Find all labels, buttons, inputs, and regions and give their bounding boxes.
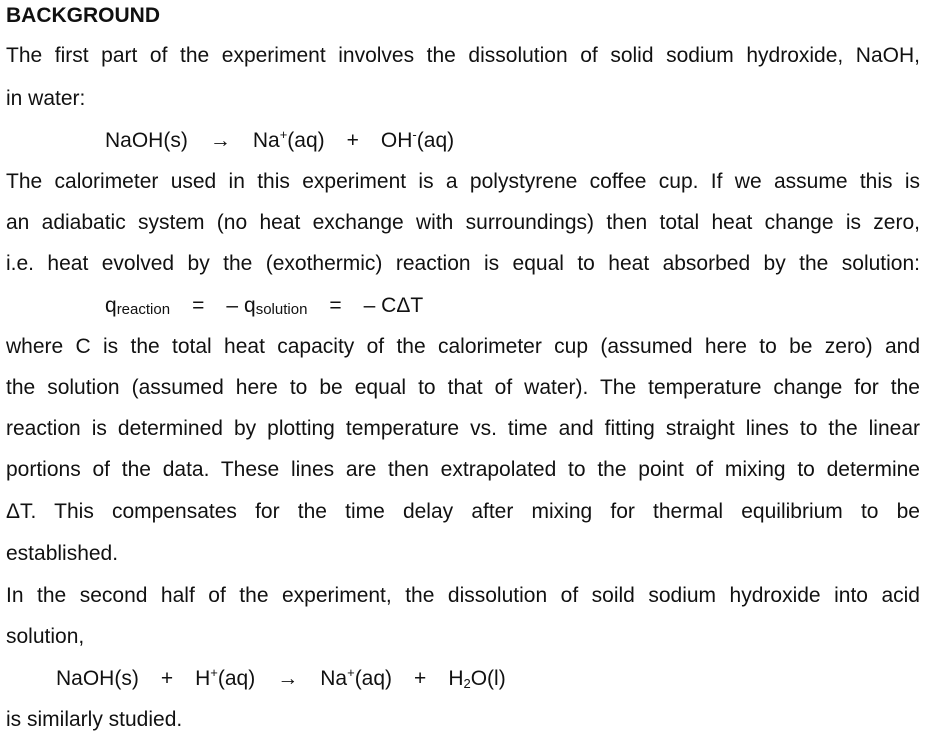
paragraph-line: an adiabatic system (no heat exchange with surroundings) then total heat change is zero, (6, 211, 920, 234)
paragraph-line: portions of the data. These lines are then extrapolated to the point of mixing to determine (6, 458, 920, 481)
eq-equals: = (192, 294, 205, 317)
paragraph-line: the solution (assumed here to be equal to that of water). The temperature change for the (6, 376, 920, 399)
paragraph-line: reaction is determined by plotting temperature vs. time and fitting straight lines to the linear (6, 417, 920, 440)
eq-product-sodium: Na+(aq) (320, 665, 393, 690)
paragraph-line: solution, (6, 625, 85, 648)
eq-plus: + (160, 667, 174, 690)
paragraph-line: In the second half of the experiment, the dissolution of soild sodium hydroxide into acid (6, 584, 920, 607)
paragraph-line: ΔT. This compensates for the time delay after mixing for thermal equilibrium to be (6, 500, 920, 523)
paragraph-line: established. (6, 542, 119, 565)
eq-rhs: – CΔT (363, 294, 424, 317)
eq-plus: + (414, 667, 427, 690)
paragraph-line: The first part of the experiment involves the dissolution of solid sodium hydroxide, NaOH, (6, 44, 920, 67)
eq-equals: = (329, 294, 342, 317)
eq-plus: + (346, 129, 359, 152)
eq-reactant: NaOH(s) (105, 129, 188, 152)
section-heading: BACKGROUND (6, 4, 160, 27)
equation-naoh-dissolution (105, 128, 454, 154)
eq-reactant: NaOH(s) (56, 667, 139, 690)
equation-heat-balance (105, 293, 423, 319)
paragraph-line: in water: (6, 87, 86, 110)
eq-product-water: $H_2O(l)$ (448, 667, 506, 691)
paragraph-line: where C is the total heat capacity of the calorimeter cup (assumed here to be zero) and (6, 335, 920, 358)
eq-arrow: → (277, 667, 299, 690)
eq-q-solution: qsolution (244, 294, 308, 318)
paragraph-line: is similarly studied. (6, 708, 183, 731)
paragraph-line: i.e. heat evolved by the (exothermic) reaction is equal to heat absorbed by the solution: (6, 252, 920, 275)
paragraph-line: The calorimeter used in this experiment is a polystyrene coffee cup. If we assume this is (6, 170, 920, 193)
eq-product-sodium: Na+(aq) (252, 127, 325, 152)
eq-reactant-hydrogen: H+(aq) (195, 665, 256, 690)
eq-product-hydroxide: OH-(aq) (380, 127, 455, 152)
eq-q-reaction: qreaction (105, 294, 171, 318)
eq-arrow: → (209, 129, 231, 152)
eq-minus: – (226, 294, 239, 317)
equation-naoh-acid (56, 666, 506, 692)
